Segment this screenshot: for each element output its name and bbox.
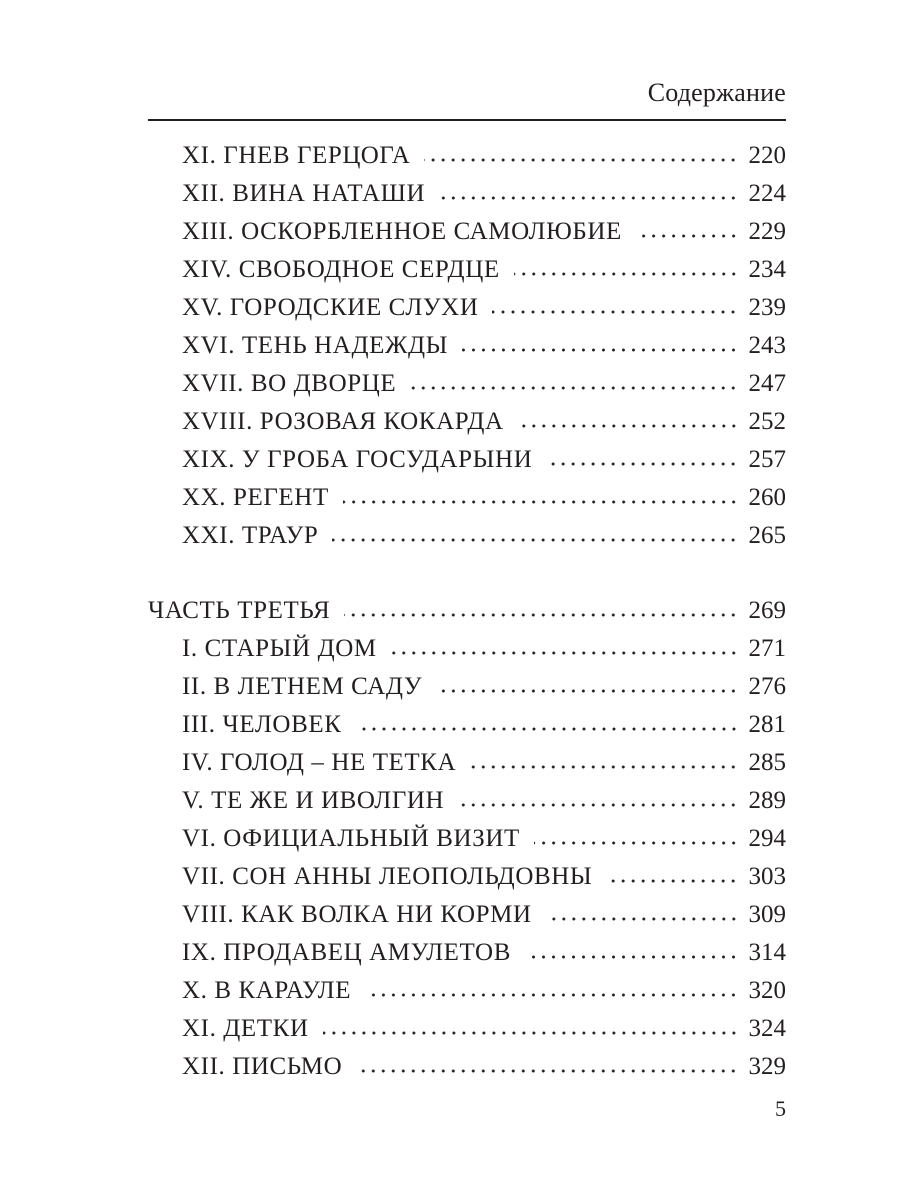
toc-entry	[182, 434, 786, 472]
toc-entry	[182, 965, 786, 1003]
dot-leader	[458, 803, 738, 807]
toc-entry-title: IV. ГОЛОД – НЕ ТЕТКА	[182, 749, 457, 776]
toc-entry-title: XII. ВИНА НАТАШИ	[182, 180, 426, 207]
toc-entry-title: XVI. ТЕНЬ НАДЕЖДЫ	[182, 332, 449, 359]
toc-entry-page: 314	[748, 939, 786, 966]
toc-entry-title: X. В КАРАУЛЕ	[182, 977, 352, 1004]
part-heading-title: ЧАСТЬ ТРЕТЬЯ	[148, 597, 331, 624]
toc-entry	[182, 206, 786, 244]
toc-entry-title: I. СТАРЫЙ ДОМ	[182, 635, 377, 662]
toc-entry	[182, 244, 786, 282]
toc-entry	[182, 282, 786, 320]
dot-leader	[410, 386, 738, 390]
toc-entry-page: 324	[748, 1015, 786, 1042]
toc-entry-page: 234	[748, 256, 786, 283]
toc-entry-title: VI. ОФИЦИАЛЬНЫЙ ВИЗИТ	[182, 825, 520, 852]
toc-entry-page: 289	[748, 787, 786, 814]
toc-entry	[182, 168, 786, 206]
toc-entry-page: 329	[748, 1053, 786, 1080]
toc-entry-title: XVIII. РОЗОВАЯ КОКАРДА	[182, 408, 504, 435]
toc-entry	[182, 737, 786, 775]
dot-leader	[356, 1069, 738, 1073]
dot-leader	[518, 424, 739, 428]
dot-leader	[356, 727, 739, 731]
toc-entry-title: III. ЧЕЛОВЕК	[182, 711, 342, 738]
toc-entry	[182, 358, 786, 396]
dot-leader	[332, 538, 738, 542]
toc-entry-page: 271	[748, 635, 786, 662]
toc-entry-title: XIII. ОСКОРБЛЕННОЕ САМОЛЮБИЕ	[182, 218, 622, 245]
dot-leader	[424, 158, 738, 162]
dot-leader	[636, 234, 739, 238]
toc-entry	[182, 472, 786, 510]
dot-leader	[546, 917, 739, 921]
toc-entry	[182, 1003, 786, 1041]
toc-entry	[182, 623, 786, 661]
toc-entry-title: VIII. КАК ВОЛКА НИ КОРМИ	[182, 901, 532, 928]
toc-entry-page: 229	[748, 218, 786, 245]
toc-entry-page: 247	[748, 370, 786, 397]
dot-leader	[514, 272, 739, 276]
toc-entry-page: 265	[748, 522, 786, 549]
dot-leader	[439, 196, 738, 200]
dot-leader	[525, 955, 739, 959]
toc-entry	[182, 396, 786, 434]
dot-leader	[534, 841, 739, 845]
toc-entry-page: 243	[748, 332, 786, 359]
toc-entry-page: 303	[748, 863, 786, 890]
toc-entry-page: 239	[748, 294, 786, 321]
toc-entry-title: V. ТЕ ЖЕ И ИВОЛГИН	[182, 787, 445, 814]
toc-entry-title: XX. РЕГЕНТ	[182, 484, 329, 511]
dot-leader	[391, 651, 739, 655]
dot-leader	[323, 1031, 739, 1035]
dot-leader	[470, 765, 738, 769]
toc-entry	[182, 1041, 786, 1079]
toc-entry	[182, 775, 786, 813]
part-heading-page: 269	[748, 597, 786, 624]
toc-entry-title: XIV. СВОБОДНОЕ СЕРДЦЕ	[182, 256, 500, 283]
running-head: Содержание	[647, 78, 786, 107]
toc-entry-title: XI. ГНЕВ ГЕРЦОГА	[182, 142, 411, 169]
toc-entry	[182, 889, 786, 927]
head-rule	[148, 119, 786, 121]
toc-entry-page: 320	[748, 977, 786, 1004]
toc-entry	[182, 510, 786, 548]
toc-entry	[182, 927, 786, 965]
toc-entry-title: XV. ГОРОДСКИЕ СЛУХИ	[182, 294, 479, 321]
toc-entry-page: 294	[748, 825, 786, 852]
toc-entry	[182, 699, 786, 737]
toc-entry-page: 257	[748, 446, 786, 473]
toc-entry-page: 260	[748, 484, 786, 511]
toc-entry	[182, 661, 786, 699]
toc-part-heading	[148, 585, 786, 623]
toc-entry	[182, 130, 786, 168]
toc-entry-title: XI. ДЕТКИ	[182, 1015, 309, 1042]
dot-leader	[344, 613, 738, 617]
toc-entry-title: XVII. ВО ДВОРЦЕ	[182, 370, 397, 397]
toc-entry-title: XXI. ТРАУР	[182, 522, 319, 549]
toc-entry	[182, 813, 786, 851]
toc-entry-page: 220	[748, 142, 786, 169]
toc-entry-title: II. В ЛЕТНЕМ САДУ	[182, 673, 423, 700]
toc-entry-page: 309	[748, 901, 786, 928]
toc-entry-page: 224	[748, 180, 786, 207]
toc-entry-title: XIX. У ГРОБА ГОСУДАРЫНИ	[182, 446, 533, 473]
page-number: 5	[775, 1096, 786, 1121]
dot-leader	[343, 500, 739, 504]
toc-entry	[182, 320, 786, 358]
toc-entry-page: 252	[748, 408, 786, 435]
dot-leader	[546, 462, 738, 466]
dot-leader	[492, 310, 738, 314]
dot-leader	[436, 689, 738, 693]
toc-entry-page: 281	[748, 711, 786, 738]
dot-leader	[462, 348, 738, 352]
toc-entry	[182, 851, 786, 889]
toc-entry-title: IX. ПРОДАВЕЦ АМУЛЕТОВ	[182, 939, 511, 966]
dot-leader	[365, 993, 738, 997]
toc-entry-page: 276	[748, 673, 786, 700]
toc-entry-title: XII. ПИСЬМО	[182, 1053, 343, 1080]
toc-entry-title: VII. СОН АННЫ ЛЕОПОЛЬДОВНЫ	[182, 863, 593, 890]
toc-entry-page: 285	[748, 749, 786, 776]
dot-leader	[606, 879, 738, 883]
